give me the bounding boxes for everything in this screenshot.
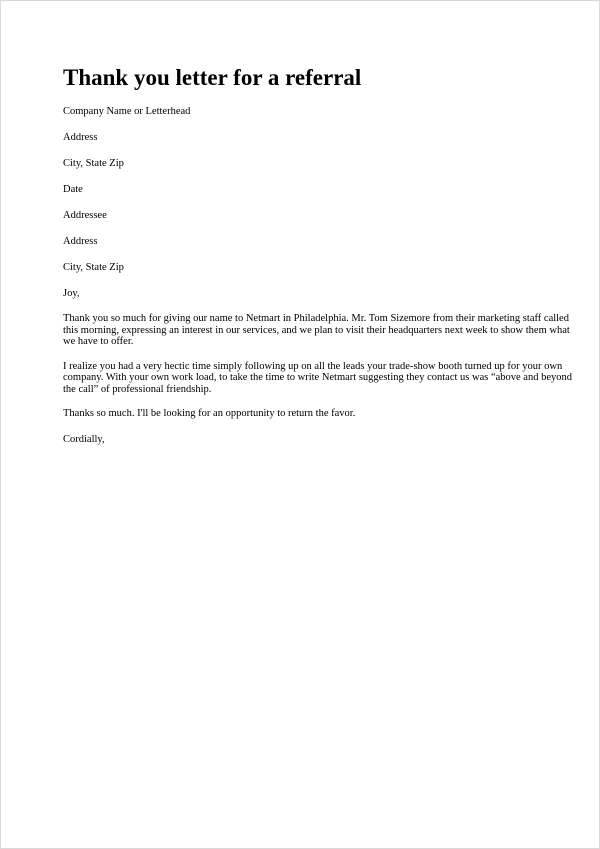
body-paragraph-1: Thank you so much for giving our name to Netmart in Philadelphia. Mr. Tom Sizemore from their marketing staff called this morning, expressing an interest in our services, and we plan to visit their headquarters next week to show them what we have to offer. <box>63 313 570 347</box>
closing: Cordially, <box>63 433 105 445</box>
sender-address-line: Address <box>63 132 98 143</box>
addressee-line: Addressee <box>63 210 107 221</box>
body-paragraph-3: Thanks so much. I'll be looking for an opportunity to return the favor. <box>63 408 356 419</box>
recipient-address-line: Address <box>63 236 98 247</box>
recipient-city-line: City, State Zip <box>63 262 124 273</box>
body-paragraph-2: I realize you had a very hectic time simply following up on all the leads your trade-show booth turned up for your own company. With your own work load, to take the time to write Netmart suggesting they contact us was “above and beyond the call” of professional friendship. <box>63 360 572 395</box>
date-line: Date <box>63 184 83 195</box>
sender-city-line: City, State Zip <box>63 158 124 169</box>
document-title: Thank you letter for a referral <box>63 65 362 90</box>
company-name-line: Company Name or Letterhead <box>63 106 191 117</box>
letter-content <box>63 61 583 459</box>
salutation: Joy, <box>63 288 80 299</box>
